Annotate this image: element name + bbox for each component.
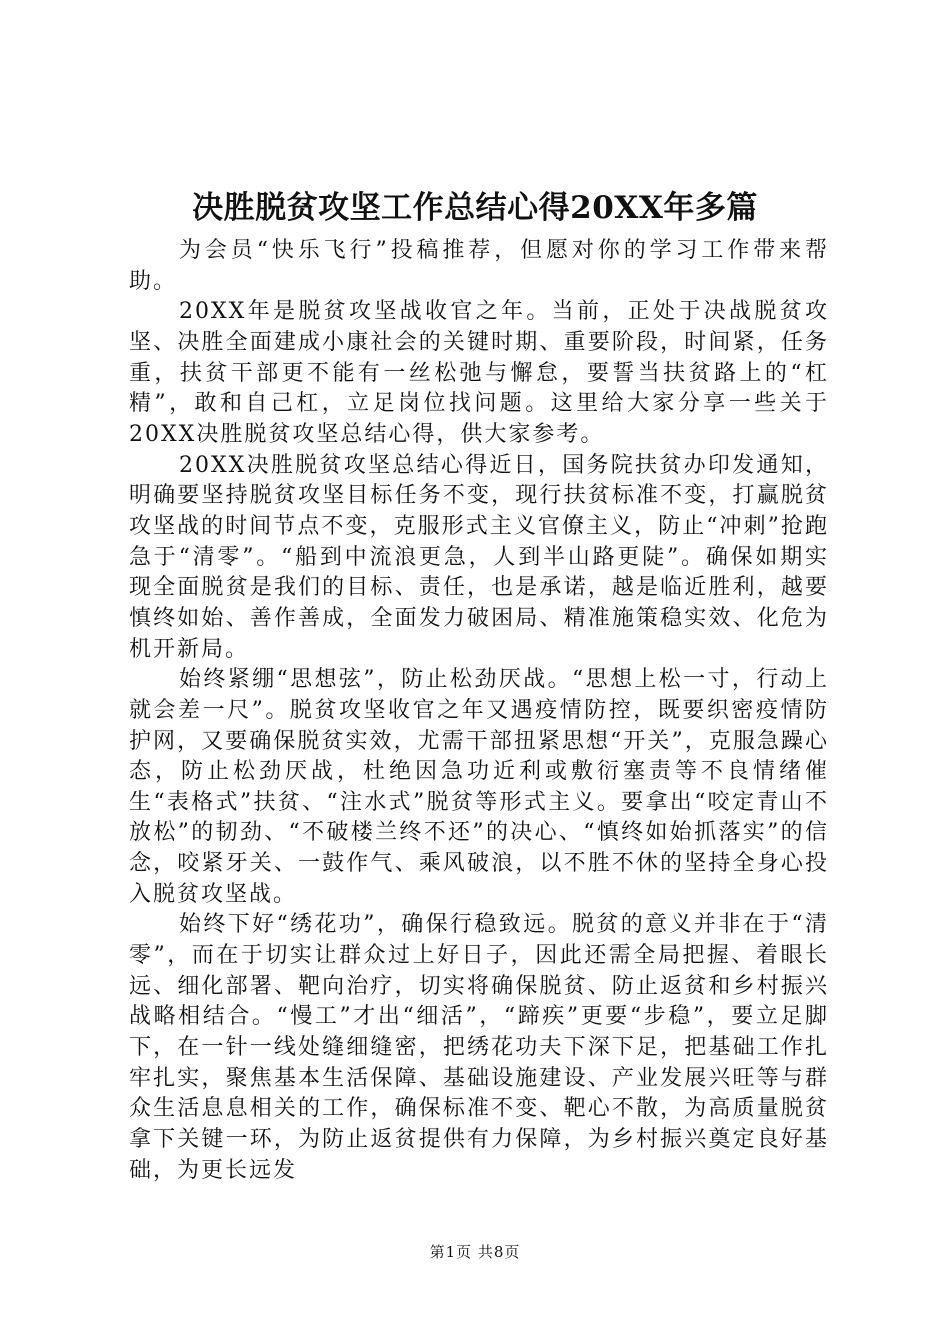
document-body <box>129 236 829 1186</box>
document-title: 决胜脱贫攻坚工作总结心得20XX年多篇 <box>192 190 758 226</box>
page-number-footer: 第1页 共8页 <box>429 1243 521 1261</box>
paragraph: 始终紧绷“思想弦”，防止松劲厌战。“思想上松一寸，行动上就会差一尺”。脱贫攻坚收官之年又遇疫情防控，既要织密疫情防护网，又要确保脱贫实效，尤需干部扭紧思想“开关”，克服急躁心态，防止松劲厌战，杜绝因急功近利或敷衍塞责等不良情绪催生“表格式”扶贫、“注水式”脱贫等形式主义。要拿出“咬定青山不放松”的韧劲、“不破楼兰终不还”的决心、“慎终如始抓落实”的信念，咬紧牙关、一鼓作气、乘风破浪，以不胜不休的坚持全身心投入脱贫攻坚战。 <box>129 667 829 907</box>
paragraph: 始终下好“绣花功”，确保行稳致远。脱贫的意义并非在于“清零”，而在于切实让群众过上好日子，因此还需全局把握、着眼长远、细化部署、靶向治疗，切实将确保脱贫、防止返贫和乡村振兴战略相结合。“慢工”才出“细活”，“蹄疾”更要“步稳”，要立足脚下，在一针一线处缝细缝密，把绣花功夫下深下足，把基础工作扎牢扎实，聚焦基本生活保障、基础设施建设、产业发展兴旺等与群众生活息息相关的工作，确保标准不变、靶心不散，为高质量脱贫拿下关键一环，为防止返贫提供有力保障，为乡村振兴奠定良好基础，为更长远发 <box>129 912 829 1183</box>
paragraph: 为会员“快乐飞行”投稿推荐，但愿对你的学习工作带来帮助。 <box>129 238 829 294</box>
paragraph: 20XX决胜脱贫攻坚总结心得近日，国务院扶贫办印发通知，明确要坚持脱贫攻坚目标任务不变，现行扶贫标准不变，打赢脱贫攻坚战的时间节点不变，克服形式主义官僚主义，防止“冲刺”抢跑急于“清零”。“船到中流浪更急，人到半山路更陡”。确保如期实现全面脱贫是我们的目标、责任，也是承诺，越是临近胜利，越要慎终如始、善作善成，全面发力破困局、精准施策稳实效、化危为机开新局。 <box>129 452 829 662</box>
paragraph: 20XX年是脱贫攻坚战收官之年。当前，正处于决战脱贫攻坚、决胜全面建成小康社会的关键时期、重要阶段，时间紧，任务重，扶贫干部更不能有一丝松弛与懈怠，要誓当扶贫路上的“杠精”，敢和自己杠，立足岗位找问题。这里给大家分享一些关于20XX决胜脱贫攻坚总结心得，供大家参考。 <box>129 299 829 447</box>
